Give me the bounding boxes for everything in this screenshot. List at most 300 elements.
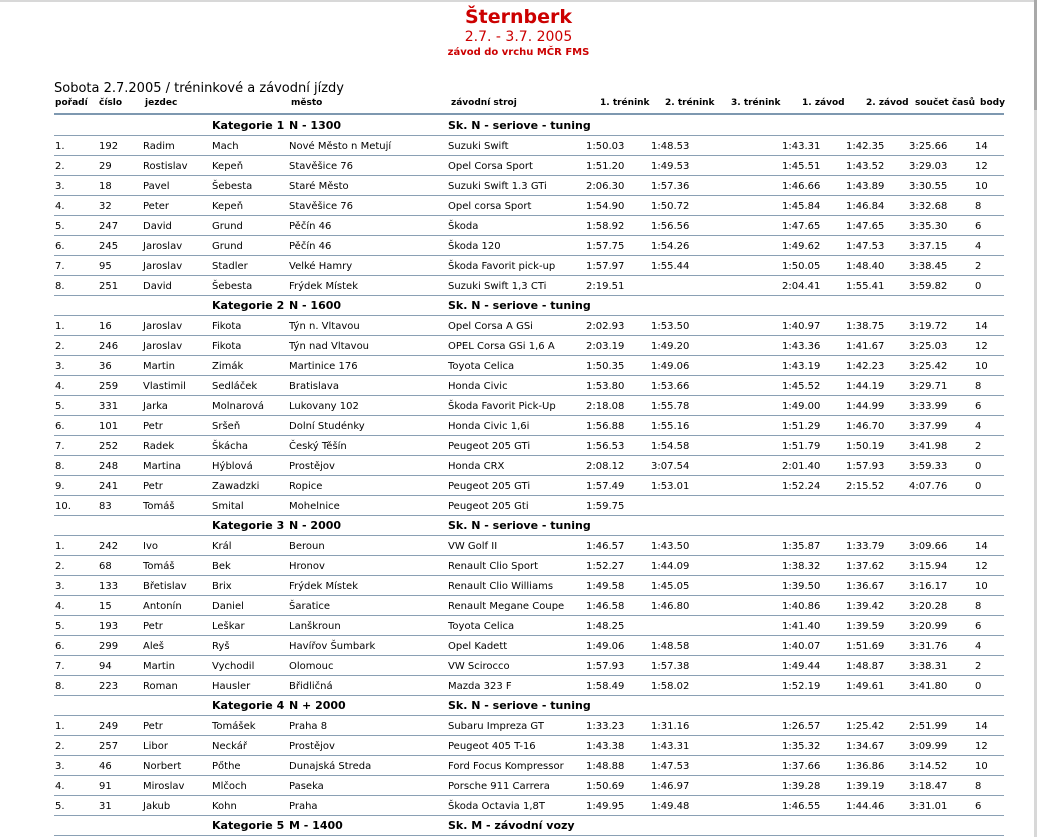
trenink-1: 1:56.88: [586, 421, 625, 432]
zavod-2: 2:15.52: [846, 481, 885, 492]
car: VW Scirocco: [448, 661, 510, 672]
trenink-1: 1:43.38: [586, 741, 625, 752]
body: 0: [975, 281, 982, 292]
car: Subaru Impreza GT: [448, 721, 544, 732]
body: 14: [975, 321, 988, 332]
position: 4.: [55, 781, 65, 792]
trenink-2: 1:47.53: [651, 761, 690, 772]
zavod-1: 1:43.36: [782, 341, 821, 352]
event-title: Šternberk: [464, 6, 573, 28]
car: Opel Kadett: [448, 641, 508, 652]
last-name: Leškar: [212, 621, 245, 632]
trenink-2: 1:46.80: [651, 601, 690, 612]
first-name: Roman: [143, 681, 178, 692]
zavod-2: 1:47.65: [846, 221, 885, 232]
zavod-1: 1:51.79: [782, 441, 821, 452]
car: Porsche 911 Carrera: [448, 781, 550, 792]
category-group: Sk. M - závodní vozy: [448, 819, 575, 832]
body: 6: [975, 801, 982, 812]
city: Nové Město n Metují: [289, 141, 392, 152]
start-number: 259: [99, 381, 119, 392]
start-number: 252: [99, 441, 119, 452]
last-name: Mlčoch: [212, 781, 247, 792]
trenink-1: 1:50.03: [586, 141, 625, 152]
first-name: Břetislav: [143, 581, 187, 592]
trenink-2: 1:53.66: [651, 381, 690, 392]
zavod-2: 1:43.89: [846, 181, 885, 192]
table-row: [0, 536, 1037, 556]
category-group: Sk. N - seriove - tuning: [448, 119, 591, 132]
city: Bratislava: [289, 381, 339, 392]
car: Toyota Celica: [448, 621, 515, 632]
zavod-2: 1:41.67: [846, 341, 885, 352]
trenink-1: 1:56.53: [586, 441, 625, 452]
position: 8.: [55, 281, 65, 292]
city: Český Těšín: [289, 441, 347, 452]
table-row: [0, 576, 1037, 596]
category-group: Sk. N - seriove - tuning: [448, 299, 591, 312]
first-name: Tomáš: [143, 501, 175, 512]
first-name: Petr: [143, 621, 163, 632]
first-name: Martina: [143, 461, 182, 472]
zavod-1: 1:50.05: [782, 261, 821, 272]
col-trenink-3: 3. trénink: [731, 98, 781, 108]
position: 4.: [55, 381, 65, 392]
zavod-1: 1:49.62: [782, 241, 821, 252]
car: Peugeot 205 GTi: [448, 481, 531, 492]
first-name: Jaroslav: [143, 261, 183, 272]
start-number: 91: [99, 781, 112, 792]
soucet: 3:19.72: [909, 321, 948, 332]
table-row: [0, 656, 1037, 676]
table-row: [0, 776, 1037, 796]
start-number: 192: [99, 141, 119, 152]
position: 5.: [55, 801, 65, 812]
position: 7.: [55, 441, 65, 452]
table-row: [0, 276, 1037, 296]
position: 6.: [55, 641, 65, 652]
window-top-edge: [0, 0, 1037, 2]
position: 1.: [55, 541, 65, 552]
first-name: Jaroslav: [143, 321, 183, 332]
start-number: 83: [99, 501, 112, 512]
position: 2.: [55, 741, 65, 752]
position: 1.: [55, 321, 65, 332]
body: 2: [975, 261, 982, 272]
trenink-2: 1:58.02: [651, 681, 690, 692]
start-number: 331: [99, 401, 119, 412]
body: 10: [975, 581, 988, 592]
first-name: Petr: [143, 721, 163, 732]
soucet: 3:09.66: [909, 541, 948, 552]
body: 0: [975, 481, 982, 492]
table-row: [0, 476, 1037, 496]
body: 10: [975, 761, 988, 772]
zavod-1: 1:47.65: [782, 221, 821, 232]
trenink-1: 2:19.51: [586, 281, 625, 292]
zavod-2: 1:57.93: [846, 461, 885, 472]
trenink-2: 1:54.26: [651, 241, 690, 252]
zavod-2: 1:42.23: [846, 361, 885, 372]
first-name: Martin: [143, 661, 175, 672]
city: Prostějov: [289, 461, 335, 472]
start-number: 248: [99, 461, 119, 472]
trenink-2: 1:44.09: [651, 561, 690, 572]
category-row: [0, 696, 1037, 716]
trenink-1: 1:59.75: [586, 501, 625, 512]
last-name: Fikota: [212, 341, 242, 352]
zavod-2: 1:43.52: [846, 161, 885, 172]
col-poradi: pořadí: [55, 98, 88, 108]
zavod-1: 1:51.29: [782, 421, 821, 432]
body: 12: [975, 341, 988, 352]
start-number: 94: [99, 661, 112, 672]
table-row: [0, 356, 1037, 376]
zavod-2: 1:25.42: [846, 721, 885, 732]
trenink-1: 1:57.49: [586, 481, 625, 492]
city: Pěčín 46: [289, 241, 332, 252]
car: Škoda 120: [448, 241, 501, 252]
car: Honda CRX: [448, 461, 505, 472]
car: VW Golf II: [448, 541, 498, 552]
car: Peugeot 205 GTi: [448, 441, 531, 452]
soucet: 3:59.33: [909, 461, 948, 472]
car: Suzuki Swift 1,3 CTi: [448, 281, 547, 292]
soucet: 3:35.30: [909, 221, 948, 232]
car: Škoda Favorit Pick-Up: [448, 401, 556, 412]
last-name: Mach: [212, 141, 239, 152]
trenink-2: 1:49.06: [651, 361, 690, 372]
position: 6.: [55, 421, 65, 432]
trenink-2: 1:53.01: [651, 481, 690, 492]
soucet: 3:32.68: [909, 201, 948, 212]
zavod-1: 1:46.66: [782, 181, 821, 192]
start-number: 257: [99, 741, 119, 752]
first-name: Libor: [143, 741, 168, 752]
car: Ford Focus Kompressor: [448, 761, 564, 772]
city: Staré Město: [289, 181, 349, 192]
table-row: [0, 736, 1037, 756]
first-name: Antonín: [143, 601, 182, 612]
city: Hronov: [289, 561, 325, 572]
table-row: [0, 716, 1037, 736]
first-name: Tomáš: [143, 561, 175, 572]
start-number: 32: [99, 201, 112, 212]
col-cislo: číslo: [99, 98, 123, 108]
zavod-1: 1:35.32: [782, 741, 821, 752]
first-name: Miroslav: [143, 781, 185, 792]
first-name: Rostislav: [143, 161, 188, 172]
city: Šaratice: [289, 601, 331, 612]
trenink-1: 1:49.95: [586, 801, 625, 812]
trenink-1: 1:57.97: [586, 261, 625, 272]
body: 12: [975, 741, 988, 752]
trenink-1: 1:57.93: [586, 661, 625, 672]
category-class: N - 2000: [289, 519, 342, 532]
zavod-1: 1:38.32: [782, 561, 821, 572]
last-name: Sršeň: [212, 421, 241, 432]
category-group: Sk. N - seriove - tuning: [448, 519, 591, 532]
car: Opel corsa Sport: [448, 201, 532, 212]
row-divider: [54, 835, 1004, 836]
trenink-1: 1:58.92: [586, 221, 625, 232]
table-row: [0, 756, 1037, 776]
trenink-2: 3:07.54: [651, 461, 690, 472]
body: 8: [975, 381, 982, 392]
category-row: [0, 296, 1037, 316]
last-name: Molnarová: [212, 401, 265, 412]
table-header: [0, 98, 1037, 113]
trenink-2: 1:49.53: [651, 161, 690, 172]
start-number: 101: [99, 421, 119, 432]
position: 6.: [55, 241, 65, 252]
city: Pěčín 46: [289, 221, 332, 232]
soucet: 4:07.76: [909, 481, 948, 492]
trenink-2: 1:45.05: [651, 581, 690, 592]
body: 12: [975, 561, 988, 572]
col-body: body: [980, 98, 1005, 108]
city: Martinice 176: [289, 361, 358, 372]
last-name: Král: [212, 541, 232, 552]
col-mesto: město: [291, 98, 323, 108]
first-name: Jarka: [143, 401, 168, 412]
col-soucet: součet časů: [915, 98, 975, 108]
body: 6: [975, 221, 982, 232]
category-row: [0, 516, 1037, 536]
zavod-2: 1:50.19: [846, 441, 885, 452]
last-name: Brix: [212, 581, 232, 592]
car: Opel Corsa Sport: [448, 161, 533, 172]
first-name: Aleš: [143, 641, 164, 652]
first-name: Jaroslav: [143, 241, 183, 252]
col-zavod-1: 1. závod: [802, 98, 845, 108]
soucet: 3:41.98: [909, 441, 948, 452]
position: 3.: [55, 361, 65, 372]
table-row: [0, 796, 1037, 816]
category-class: N - 1600: [289, 299, 342, 312]
city: Lanškroun: [289, 621, 341, 632]
category-name: Kategorie 3: [212, 519, 285, 532]
soucet: 3:30.55: [909, 181, 948, 192]
trenink-2: 1:49.48: [651, 801, 690, 812]
city: Břidličná: [289, 681, 333, 692]
table-row: [0, 676, 1037, 696]
body: 14: [975, 541, 988, 552]
table-row: [0, 236, 1037, 256]
zavod-2: 1:44.99: [846, 401, 885, 412]
header-divider: [54, 113, 1004, 115]
event-header: [0, 5, 1037, 59]
trenink-2: 1:53.50: [651, 321, 690, 332]
start-number: 18: [99, 181, 112, 192]
zavod-1: 1:49.00: [782, 401, 821, 412]
table-row: [0, 156, 1037, 176]
first-name: David: [143, 281, 172, 292]
table-row: [0, 376, 1037, 396]
city: Stavěšice 76: [289, 201, 354, 212]
first-name: Radek: [143, 441, 175, 452]
trenink-1: 1:53.80: [586, 381, 625, 392]
start-number: 245: [99, 241, 119, 252]
trenink-1: 1:46.58: [586, 601, 625, 612]
table-row: [0, 456, 1037, 476]
trenink-1: 1:57.75: [586, 241, 625, 252]
trenink-2: 1:49.20: [651, 341, 690, 352]
soucet: 3:15.94: [909, 561, 948, 572]
trenink-1: 1:58.49: [586, 681, 625, 692]
zavod-2: 1:55.41: [846, 281, 885, 292]
city: Ropice: [289, 481, 323, 492]
city: Beroun: [289, 541, 325, 552]
table-row: [0, 136, 1037, 156]
start-number: 29: [99, 161, 112, 172]
city: Stavěšice 76: [289, 161, 354, 172]
soucet: 3:16.17: [909, 581, 948, 592]
zavod-1: 1:52.19: [782, 681, 821, 692]
zavod-1: 1:40.07: [782, 641, 821, 652]
zavod-2: 1:49.61: [846, 681, 885, 692]
soucet: 3:33.99: [909, 401, 948, 412]
category-name: Kategorie 4: [212, 699, 285, 712]
start-number: 249: [99, 721, 119, 732]
trenink-1: 2:08.12: [586, 461, 625, 472]
soucet: 3:20.28: [909, 601, 948, 612]
first-name: Martin: [143, 361, 175, 372]
car: Opel Corsa A GSi: [448, 321, 533, 332]
body: 0: [975, 461, 982, 472]
body: 4: [975, 641, 982, 652]
category-row: [0, 816, 1037, 836]
start-number: 15: [99, 601, 112, 612]
zavod-2: 1:48.87: [846, 661, 885, 672]
soucet: 3:18.47: [909, 781, 948, 792]
soucet: 3:37.15: [909, 241, 948, 252]
zavod-2: 1:44.46: [846, 801, 885, 812]
last-name: Šebesta: [212, 181, 253, 192]
zavod-2: 1:39.42: [846, 601, 885, 612]
city: Praha: [289, 801, 318, 812]
table-row: [0, 256, 1037, 276]
position: 4.: [55, 601, 65, 612]
table-row: [0, 216, 1037, 236]
car: Honda Civic: [448, 381, 508, 392]
car: Škoda: [448, 221, 479, 232]
start-number: 68: [99, 561, 112, 572]
trenink-2: 1:55.16: [651, 421, 690, 432]
start-number: 193: [99, 621, 119, 632]
position: 7.: [55, 661, 65, 672]
col-trenink-2: 2. trénink: [665, 98, 715, 108]
position: 4.: [55, 201, 65, 212]
trenink-2: 1:57.38: [651, 661, 690, 672]
trenink-1: 2:18.08: [586, 401, 625, 412]
car: Suzuki Swift: [448, 141, 509, 152]
body: 8: [975, 781, 982, 792]
body: 0: [975, 681, 982, 692]
body: 10: [975, 181, 988, 192]
last-name: Zimák: [212, 361, 244, 372]
last-name: Zawadzki: [212, 481, 260, 492]
position: 8.: [55, 681, 65, 692]
position: 5.: [55, 621, 65, 632]
zavod-2: 1:39.19: [846, 781, 885, 792]
body: 2: [975, 441, 982, 452]
zavod-1: 1:49.44: [782, 661, 821, 672]
start-number: 133: [99, 581, 119, 592]
start-number: 247: [99, 221, 119, 232]
zavod-1: 2:01.40: [782, 461, 821, 472]
zavod-2: 1:48.40: [846, 261, 885, 272]
start-number: 46: [99, 761, 112, 772]
start-number: 251: [99, 281, 119, 292]
body: 4: [975, 241, 982, 252]
position: 3.: [55, 181, 65, 192]
trenink-2: 1:43.31: [651, 741, 690, 752]
car: Renault Megane Coupe: [448, 601, 565, 612]
trenink-1: 1:52.27: [586, 561, 625, 572]
category-class: N - 1300: [289, 119, 342, 132]
position: 9.: [55, 481, 65, 492]
zavod-2: 1:46.84: [846, 201, 885, 212]
table-row: [0, 436, 1037, 456]
table-row: [0, 596, 1037, 616]
table-row: [0, 336, 1037, 356]
body: 12: [975, 161, 988, 172]
first-name: Vlastimil: [143, 381, 186, 392]
results-table: [0, 116, 1037, 836]
city: Lukovany 102: [289, 401, 359, 412]
position: 3.: [55, 581, 65, 592]
trenink-1: 2:02.93: [586, 321, 625, 332]
soucet: 3:38.31: [909, 661, 948, 672]
soucet: 3:31.76: [909, 641, 948, 652]
start-number: 36: [99, 361, 112, 372]
table-row: [0, 416, 1037, 436]
table-row: [0, 616, 1037, 636]
zavod-1: 1:41.40: [782, 621, 821, 632]
last-name: Neckář: [212, 741, 247, 752]
first-name: Norbert: [143, 761, 182, 772]
city: Týn n. Vltavou: [289, 321, 360, 332]
trenink-2: 1:31.16: [651, 721, 690, 732]
zavod-2: 1:37.62: [846, 561, 885, 572]
trenink-2: 1:56.56: [651, 221, 690, 232]
trenink-1: 1:48.88: [586, 761, 625, 772]
trenink-2: 1:54.58: [651, 441, 690, 452]
body: 14: [975, 721, 988, 732]
zavod-1: 1:52.24: [782, 481, 821, 492]
position: 10.: [55, 501, 71, 512]
position: 3.: [55, 761, 65, 772]
first-name: David: [143, 221, 172, 232]
position: 8.: [55, 461, 65, 472]
soucet: 3:25.66: [909, 141, 948, 152]
car: Peugeot 205 Gti: [448, 501, 529, 512]
category-name: Kategorie 2: [212, 299, 285, 312]
session-title: Sobota 2.7.2005 / tréninkové a závodní jízdy: [54, 81, 344, 96]
city: Mohelnice: [289, 501, 340, 512]
body: 6: [975, 401, 982, 412]
position: 5.: [55, 401, 65, 412]
trenink-2: 1:48.58: [651, 641, 690, 652]
last-name: Sedláček: [212, 381, 258, 392]
trenink-2: 1:43.50: [651, 541, 690, 552]
trenink-1: 1:48.25: [586, 621, 625, 632]
category-group: Sk. N - seriove - tuning: [448, 699, 591, 712]
body: 4: [975, 421, 982, 432]
position: 1.: [55, 141, 65, 152]
zavod-1: 1:43.31: [782, 141, 821, 152]
